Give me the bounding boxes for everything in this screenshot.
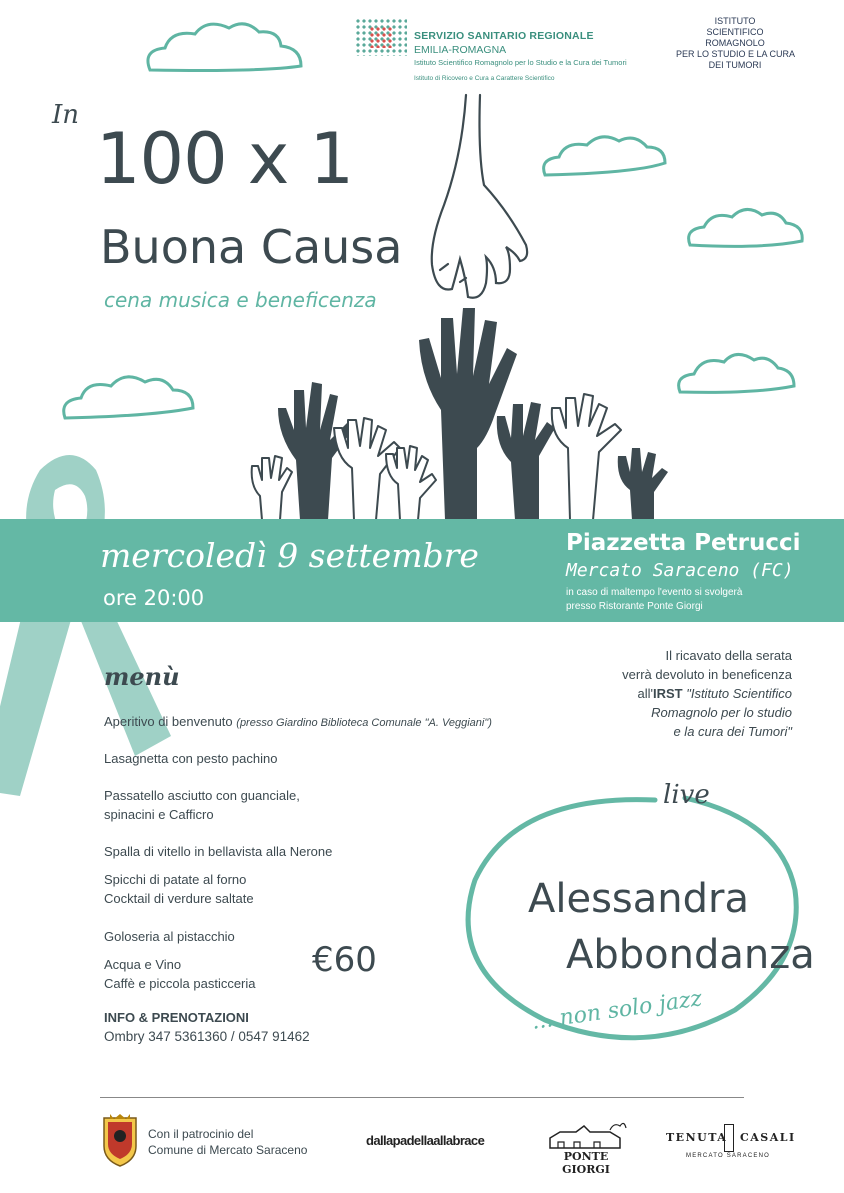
cloud-icon [689, 209, 803, 246]
irst-line: ISTITUTO [714, 16, 756, 26]
charity-line: e la cura dei Tumori" [673, 724, 792, 739]
menu-item: Passatello asciutto con guanciale, [104, 788, 300, 803]
sponsor-tenuta: TENUTA [666, 1131, 728, 1144]
cloud-icon [544, 137, 665, 175]
info-contact: Ombry 347 5361360 / 0547 91462 [104, 1029, 310, 1044]
irst-line: ROMAGNOLO [705, 38, 765, 48]
irst-logo [676, 16, 794, 72]
charity-prefix: all' [637, 686, 653, 701]
event-place: Piazzetta Petrucci [566, 530, 801, 556]
price: €60 [312, 940, 377, 980]
menu-item: Spalla di vitello in bellavista alla Nerone [104, 844, 333, 859]
page-subtitle: Buona Causa [100, 220, 403, 274]
charity-text [560, 646, 792, 741]
charity-line: Romagnolo per lo studio [651, 705, 792, 720]
ssr-title: SERVIZIO SANITARIO REGIONALE [414, 30, 594, 42]
irst-line: PER LO STUDIO E LA CURA [676, 49, 796, 59]
cloud-icon [679, 354, 794, 392]
dark-hand-icon [497, 402, 555, 520]
event-note-line1: in caso di maltempo l'evento si svolgerà [566, 587, 743, 598]
reaching-hand-icon [432, 95, 527, 298]
menu-item: Spicchi di patate al forno [104, 872, 247, 887]
charity-line: Il ricavato della serata [665, 648, 792, 663]
cloud-icon [64, 377, 193, 418]
menu-item: Acqua e Vino [104, 957, 182, 972]
menu-title: menù [104, 662, 180, 691]
charity-line [560, 684, 792, 703]
page-title: 100 x 1 [96, 118, 354, 200]
menu-item [104, 712, 492, 733]
municipal-crest-icon [100, 1112, 140, 1168]
sponsor-casali-sub: MERCATO SARACENO [686, 1153, 770, 1159]
tenuta-casali-mark-icon [724, 1124, 734, 1152]
dark-hand-icon [419, 308, 517, 520]
cloud-icon [148, 24, 301, 71]
menu-item: Lasagnetta con pesto pachino [104, 751, 278, 766]
event-note-line2: presso Ristorante Ponte Giorgi [566, 601, 703, 612]
sponsor-ponte-giorgi: PONTE GIORGI [562, 1150, 610, 1176]
artist-last-name: Abbondanza [566, 932, 815, 978]
ssr-note: Istituto di Ricovero e Cura a Carattere Scientifico [414, 75, 555, 82]
menu-item: Caffè e piccola pasticceria [104, 976, 256, 991]
dark-hand-icon [618, 448, 668, 520]
title-prefix: In [52, 100, 80, 130]
ssr-region: EMILIA-ROMAGNA [414, 44, 507, 56]
info-heading: INFO & PRENOTAZIONI [104, 1010, 249, 1025]
menu-item: Goloseria al pistacchio [104, 929, 235, 944]
patronage-line1: Con il patrocinio del [148, 1127, 254, 1141]
ssr-institute: Istituto Scientifico Romagnolo per lo Studio e la Cura dei Tumori [414, 58, 627, 67]
event-date: mercoledì 9 settembre [100, 536, 479, 575]
live-label: live [663, 780, 710, 810]
irst-name: IRST [652, 686, 683, 701]
outline-hand-icon [252, 456, 292, 520]
charity-quote: "Istituto Scientifico [682, 686, 792, 701]
menu-item: Cocktail di verdure saltate [104, 891, 254, 906]
sponsor-casali: CASALI [740, 1131, 796, 1144]
charity-line: verrà devoluto in beneficenza [622, 667, 792, 682]
tagline: cena musica e beneficenza [104, 288, 377, 312]
outline-hand-icon [386, 446, 436, 520]
menu-item-label: Aperitivo di benvenuto [104, 714, 233, 729]
event-town: Mercato Saraceno (FC) [566, 560, 794, 581]
artist-first-name: Alessandra [528, 876, 749, 922]
ssr-logo-icon [355, 18, 407, 56]
footer-divider [100, 1097, 744, 1098]
irst-line: DEI TUMORI [708, 60, 762, 70]
irst-line: SCIENTIFICO [706, 27, 764, 37]
awareness-ribbon-icon [0, 455, 171, 796]
sponsor-logo-dallapadella: dallapadellaallabrace [366, 1133, 485, 1148]
menu-item-note: (presso Giardino Biblioteca Comunale "A. Veggiani") [236, 717, 492, 729]
menu-item: spinacini e Cafficro [104, 807, 214, 822]
live-tagline: ... non solo jazz [530, 986, 704, 1035]
outline-hand-icon [552, 394, 621, 520]
event-time: ore 20:00 [103, 586, 205, 610]
patronage-line2: Comune di Mercato Saraceno [148, 1143, 308, 1157]
raised-hands-illustration [252, 308, 668, 520]
